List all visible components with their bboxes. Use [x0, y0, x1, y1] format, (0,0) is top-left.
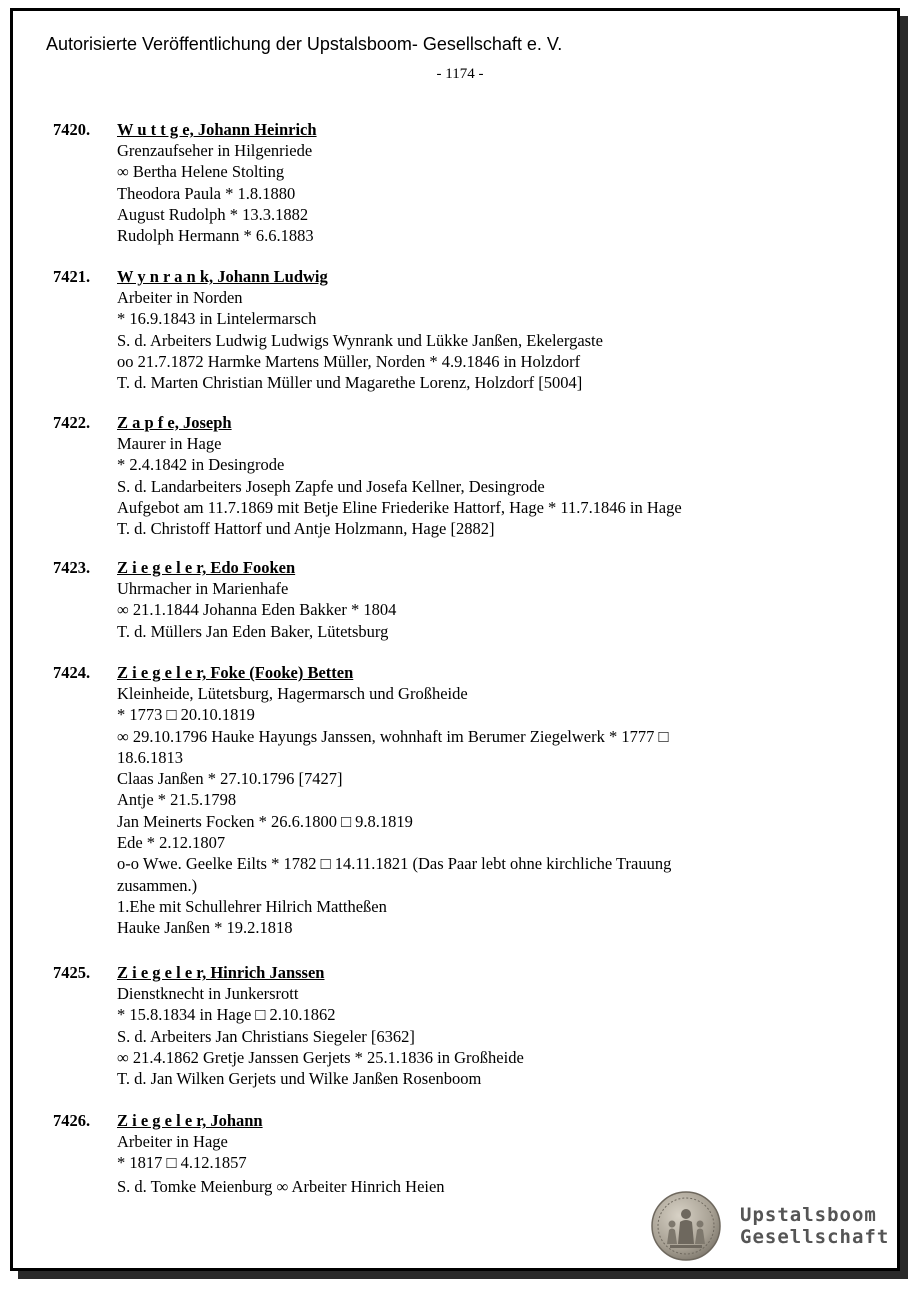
entry-line: Ede * 2.12.1807 [117, 833, 226, 853]
entry-line: * 1817 □ 4.12.1857 [117, 1153, 247, 1173]
entry-name: Z i e g e l e r, Foke (Fooke) Betten [117, 663, 354, 682]
entry-line: Rudolph Hermann * 6.6.1883 [117, 226, 314, 246]
entry-number: 7423. [53, 558, 91, 577]
entry-line: Arbeiter in Hage [117, 1132, 228, 1151]
entry-line: Kleinheide, Lütetsburg, Hagermarsch und Großheide [117, 684, 468, 703]
entry-name: Z i e g e l e r, Hinrich Janssen [117, 963, 325, 982]
entry-number: 7420. [53, 120, 91, 139]
entry-line: Uhrmacher in Marienhafe [117, 579, 289, 598]
logo-text [740, 1204, 889, 1248]
upstalsboom-logo [650, 1190, 900, 1262]
entry-name: Z i e g e l e r, Edo Fooken [117, 558, 296, 577]
entry-line: * 1773 □ 20.10.1819 [117, 705, 255, 725]
logo-line-upstalsboom: Upstalsboom [740, 1204, 877, 1226]
entry-name: Z a p f e, Joseph [117, 413, 232, 432]
entry-line: 1.Ehe mit Schullehrer Hilrich Mattheßen [117, 896, 387, 916]
entry-line: 18.6.1813 [117, 747, 183, 767]
entry-line: o-o Wwe. Geelke Eilts * 1782 □ 14.11.1821 (Das Paar lebt ohne kirchliche Trauung [117, 854, 672, 874]
entry-line: T. d. Christoff Hattorf und Antje Holzmann, Hage [2882] [117, 519, 495, 539]
entry-line: Arbeiter in Norden [117, 288, 243, 307]
entry-line: Theodora Paula * 1.8.1880 [117, 183, 296, 203]
entry-line: Hauke Janßen * 19.2.1818 [117, 918, 293, 938]
entry-line: Dienstknecht in Junkersrott [117, 984, 299, 1003]
entry-line: T. d. Müllers Jan Eden Baker, Lütetsburg [117, 621, 389, 641]
entry-body [117, 119, 757, 246]
entry-body [117, 412, 757, 539]
page-header-title: Autorisierte Veröffentlichung der Upstalsboom- Gesellschaft e. V. [46, 34, 563, 54]
entry-line: * 2.4.1842 in Desingrode [117, 455, 285, 475]
entry-line: Aufgebot am 11.7.1869 mit Betje Eline Friederike Hattorf, Hage * 11.7.1846 in Hage [117, 497, 682, 517]
entry-line: Maurer in Hage [117, 434, 222, 453]
entry-line: S. d. Tomke Meienburg ∞ Arbeiter Hinrich Heien [117, 1176, 445, 1196]
entry-number: 7421. [53, 267, 91, 286]
entry-line: T. d. Marten Christian Müller und Magarethe Lorenz, Holzdorf [5004] [117, 373, 583, 393]
entry-line: oo 21.7.1872 Harmke Martens Müller, Norden * 4.9.1846 in Holzdorf [117, 351, 581, 371]
entry-line: S. d. Arbeiters Jan Christians Siegeler [6362] [117, 1026, 415, 1046]
entry-line: ∞ Bertha Helene Stolting [117, 162, 285, 182]
entry-name: W y n r a n k, Johann Ludwig [117, 267, 328, 286]
entry-line: Antje * 21.5.1798 [117, 790, 237, 810]
logo-line-gesellschaft: Gesellschaft [740, 1226, 890, 1248]
entry-line: Claas Janßen * 27.10.1796 [7427] [117, 769, 343, 789]
entry-number: 7422. [53, 413, 91, 432]
entry-line: August Rudolph * 13.3.1882 [117, 204, 309, 224]
entry-line: Grenzaufseher in Hilgenriede [117, 141, 313, 160]
entry-line: ∞ 21.1.1844 Johanna Eden Bakker * 1804 [117, 600, 397, 620]
entry-line: zusammen.) [117, 875, 198, 895]
page-number: - 1174 - [436, 66, 484, 82]
entry-number: 7426. [53, 1111, 91, 1130]
entry-body [117, 1110, 757, 1197]
entry-line: S. d. Landarbeiters Joseph Zapfe und Josefa Kellner, Desingrode [117, 476, 545, 496]
entry-line: ∞ 21.4.1862 Gretje Janssen Gerjets * 25.1.1836 in Großheide [117, 1047, 524, 1067]
entry-body [117, 962, 757, 1089]
entry-line: * 15.8.1834 in Hage □ 2.10.1862 [117, 1005, 336, 1025]
entry-number: 7424. [53, 663, 91, 682]
entry-line: Jan Meinerts Focken * 26.6.1800 □ 9.8.1819 [117, 811, 413, 831]
entry-body [117, 266, 757, 393]
entry-line: ∞ 29.10.1796 Hauke Hayungs Janssen, wohnhaft im Berumer Ziegelwerk * 1777 □ [117, 726, 669, 746]
entry-body [117, 662, 757, 939]
entry-body [117, 557, 757, 642]
entry-line: S. d. Arbeiters Ludwig Ludwigs Wynrank und Lükke Janßen, Ekelergaste [117, 330, 603, 350]
entry-number: 7425. [53, 963, 91, 982]
entry-name: W u t t g e, Johann Heinrich [117, 120, 317, 139]
entry-name: Z i e g e l e r, Johann [117, 1111, 263, 1130]
entry-line: T. d. Jan Wilken Gerjets und Wilke Janßen Rosenboom [117, 1069, 482, 1089]
entry-line: * 16.9.1843 in Lintelermarsch [117, 309, 317, 329]
upstalsboom-seal-icon [650, 1190, 722, 1262]
